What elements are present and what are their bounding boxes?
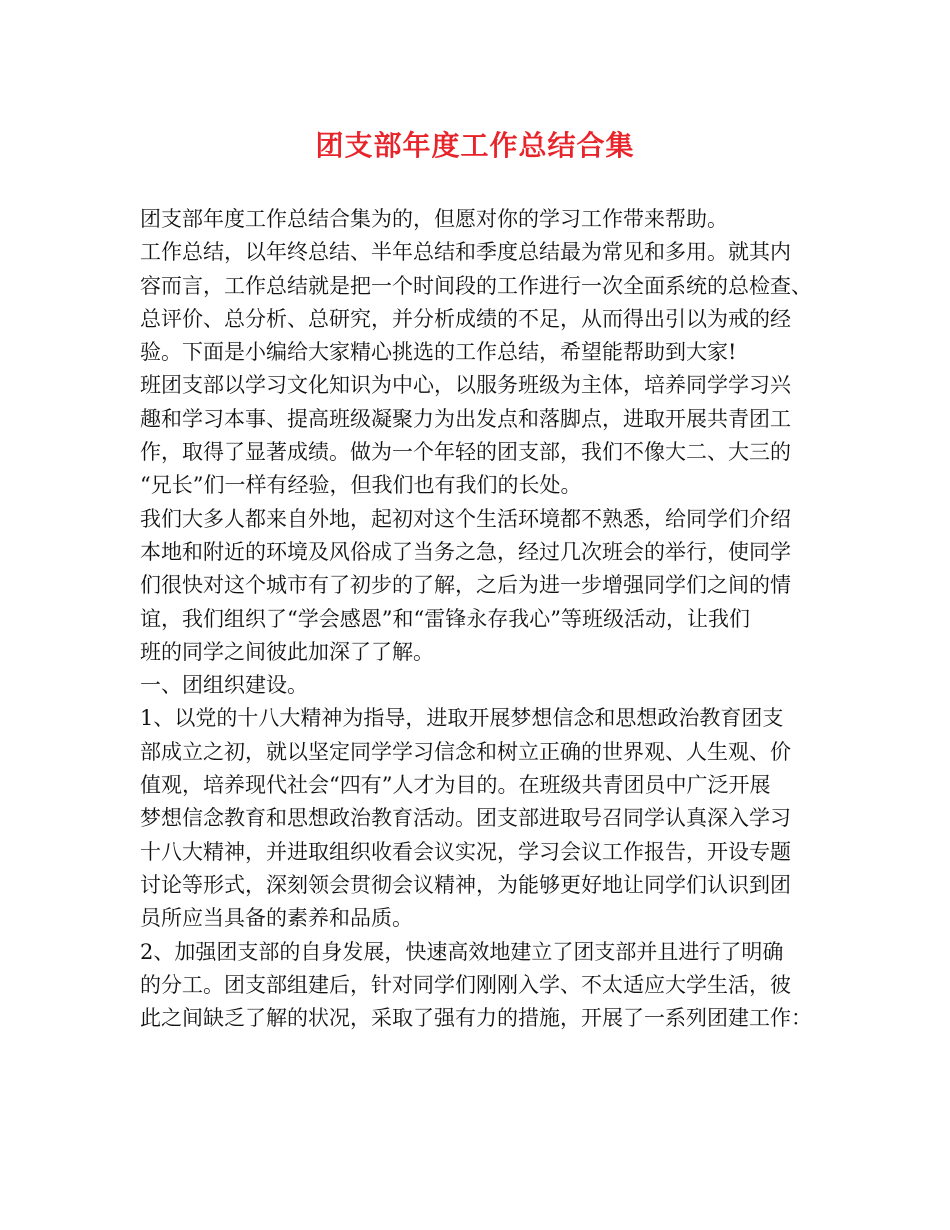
text-line: 值观，培养现代社会“四有”人才为目的。在班级共青团员中广泛开展 (140, 773, 771, 798)
text-line: 此之间缺乏了解的状况，采取了强有力的措施，开展了一系列团建工作： (140, 1006, 812, 1031)
text-line: 讨论等形式，深刻领会贯彻会议精神，为能够更好地让同学们认识到团 (140, 872, 791, 897)
text-line: 团支部年度工作总结合集为的，但愿对你的学习工作带来帮助。 (140, 207, 728, 231)
text-line: 十八大精神，并进取组织收看会议实况，学习会议工作报告，开设专题 (140, 839, 791, 864)
text-line: “兄长”们一样有经验，但我们也有我们的长处。 (140, 473, 582, 498)
text-line: 班团支部以学习文化知识为中心，以服务班级为主体，培养同学学习兴 (140, 373, 791, 398)
text-line: 本地和附近的环境及风俗成了当务之急，经过几次班会的举行，使同学 (140, 539, 791, 564)
text-line: 的分工。团支部组建后，针对同学们刚刚入学、不太适应大学生活，彼 (140, 972, 791, 997)
text-line: 员所应当具备的素养和品质。 (140, 906, 413, 931)
text-line: 总评价、总分析、总研究，并分析成绩的不足，从而得出引以为戒的经 (140, 306, 791, 331)
text-line: 们很快对这个城市有了初步的了解，之后为进一步增强同学们之间的情 (140, 573, 791, 598)
section-heading: 一、团组织建设。 (140, 673, 308, 698)
text-line: 趣和学习本事、提高班级凝聚力为出发点和落脚点，进取开展共青团工 (140, 406, 791, 431)
text-line: 容而言，工作总结就是把一个时间段的工作进行一次全面系统的总检查、 (140, 273, 812, 298)
document-body (140, 203, 830, 1035)
document-title: 团支部年度工作总结合集 (315, 129, 635, 162)
text-line: 工作总结，以年终总结、半年总结和季度总结最为常见和多用。就其内 (140, 240, 791, 265)
text-line: 1、以党的十八大精神为指导，进取开展梦想信念和思想政治教育团支 (140, 706, 784, 731)
text-line: 作，取得了显著成绩。做为一个年轻的团支部，我们不像大二、大三的 (140, 440, 791, 465)
text-line: 我们大多人都来自外地，起初对这个生活环境都不熟悉，给同学们介绍 (140, 506, 791, 531)
text-line: 梦想信念教育和思想政治教育活动。团支部进取号召同学认真深入学习 (140, 806, 791, 831)
text-line: 2、加强团支部的自身发展，快速高效地建立了团支部并且进行了明确 (140, 939, 784, 964)
text-line: 班的同学之间彼此加深了了解。 (140, 639, 434, 664)
text-line: 验。下面是小编给大家精心挑选的工作总结，希望能帮助到大家! (140, 340, 737, 365)
text-line: 谊，我们组织了“学会感恩”和“雷锋永存我心”等班级活动，让我们 (140, 606, 750, 631)
text-line: 部成立之初，就以坚定同学学习信念和树立正确的世界观、人生观、价 (140, 739, 791, 764)
